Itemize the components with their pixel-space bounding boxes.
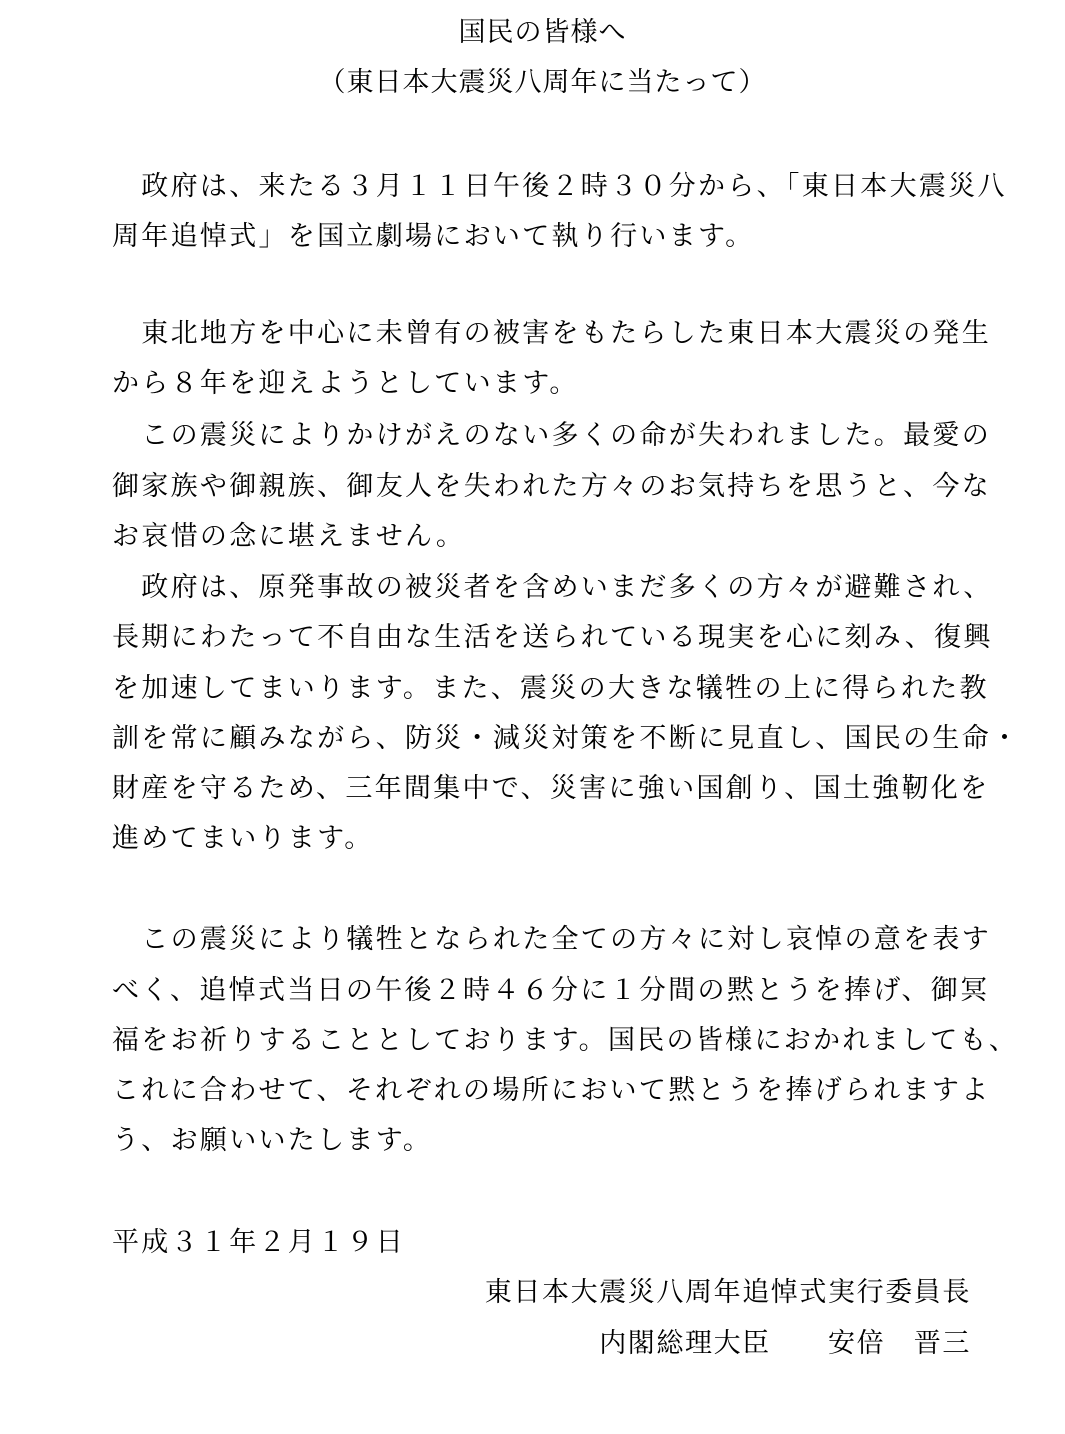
paragraph-1-line-1: 政府は、来たる３月１１日午後２時３０分から、「東日本大震災八 xyxy=(112,171,1007,202)
paragraph-2-line-1: 東北地方を中心に未曾有の被害をもたらした東日本大震災の発生 xyxy=(112,318,991,349)
paragraph-5-line-4: これに合わせて、それぞれの場所において黙とうを捧げられますよ xyxy=(112,1075,991,1106)
paragraph-4-line-5: 財産を守るため、三年間集中で、災害に強い国創り、国土強靭化を xyxy=(112,773,990,804)
paragraph-5-line-2: べく、追悼式当日の午後２時４６分に１分間の黙とうを捧げ、御冥 xyxy=(112,975,990,1006)
signature-name: 内閣総理大臣 安倍 晋三 xyxy=(599,1328,971,1359)
paragraph-4-line-6: 進めてまいります。 xyxy=(112,823,374,854)
paragraph-4-line-3: を加速してまいります。また、震災の大きな犠牲の上に得られた教 xyxy=(112,673,989,704)
paragraph-4-line-1: 政府は、原発事故の被災者を含めいまだ多くの方々が避難され、 xyxy=(112,572,993,603)
paragraph-2-line-2: から８年を迎えようとしています。 xyxy=(112,368,579,399)
document-title: 国民の皆様へ xyxy=(458,17,627,48)
paragraph-3-line-3: お哀惜の念に堪えません。 xyxy=(112,521,466,552)
document-date: 平成３１年２月１９日 xyxy=(112,1227,405,1258)
document-subtitle: （東日本大震災八周年に当たって） xyxy=(318,67,767,98)
paragraph-5-line-5: う、お願いいたします。 xyxy=(112,1125,433,1156)
paragraph-4-line-2: 長期にわたって不自由な生活を送られている現実を心に刻み、復興 xyxy=(112,622,993,653)
paragraph-3-line-1: この震災によりかけがえのない多くの命が失われました。最愛の xyxy=(112,420,991,451)
paragraph-5-line-1: この震災により犠牲となられた全ての方々に対し哀悼の意を表す xyxy=(112,924,991,955)
signature-committee: 東日本大震災八周年追悼式実行委員長 xyxy=(484,1277,971,1308)
paragraph-4-line-4: 訓を常に顧みながら、防災・減災対策を不断に見直し、国民の生命・ xyxy=(112,723,1021,754)
paragraph-5-line-3: 福をお祈りすることとしております。国民の皆様におかれましても、 xyxy=(112,1025,1019,1056)
paragraph-1-line-2: 周年追悼式」を国立劇場において執り行います。 xyxy=(112,221,755,252)
paragraph-3-line-2: 御家族や御親族、御友人を失われた方々のお気持ちを思うと、今な xyxy=(112,471,991,502)
